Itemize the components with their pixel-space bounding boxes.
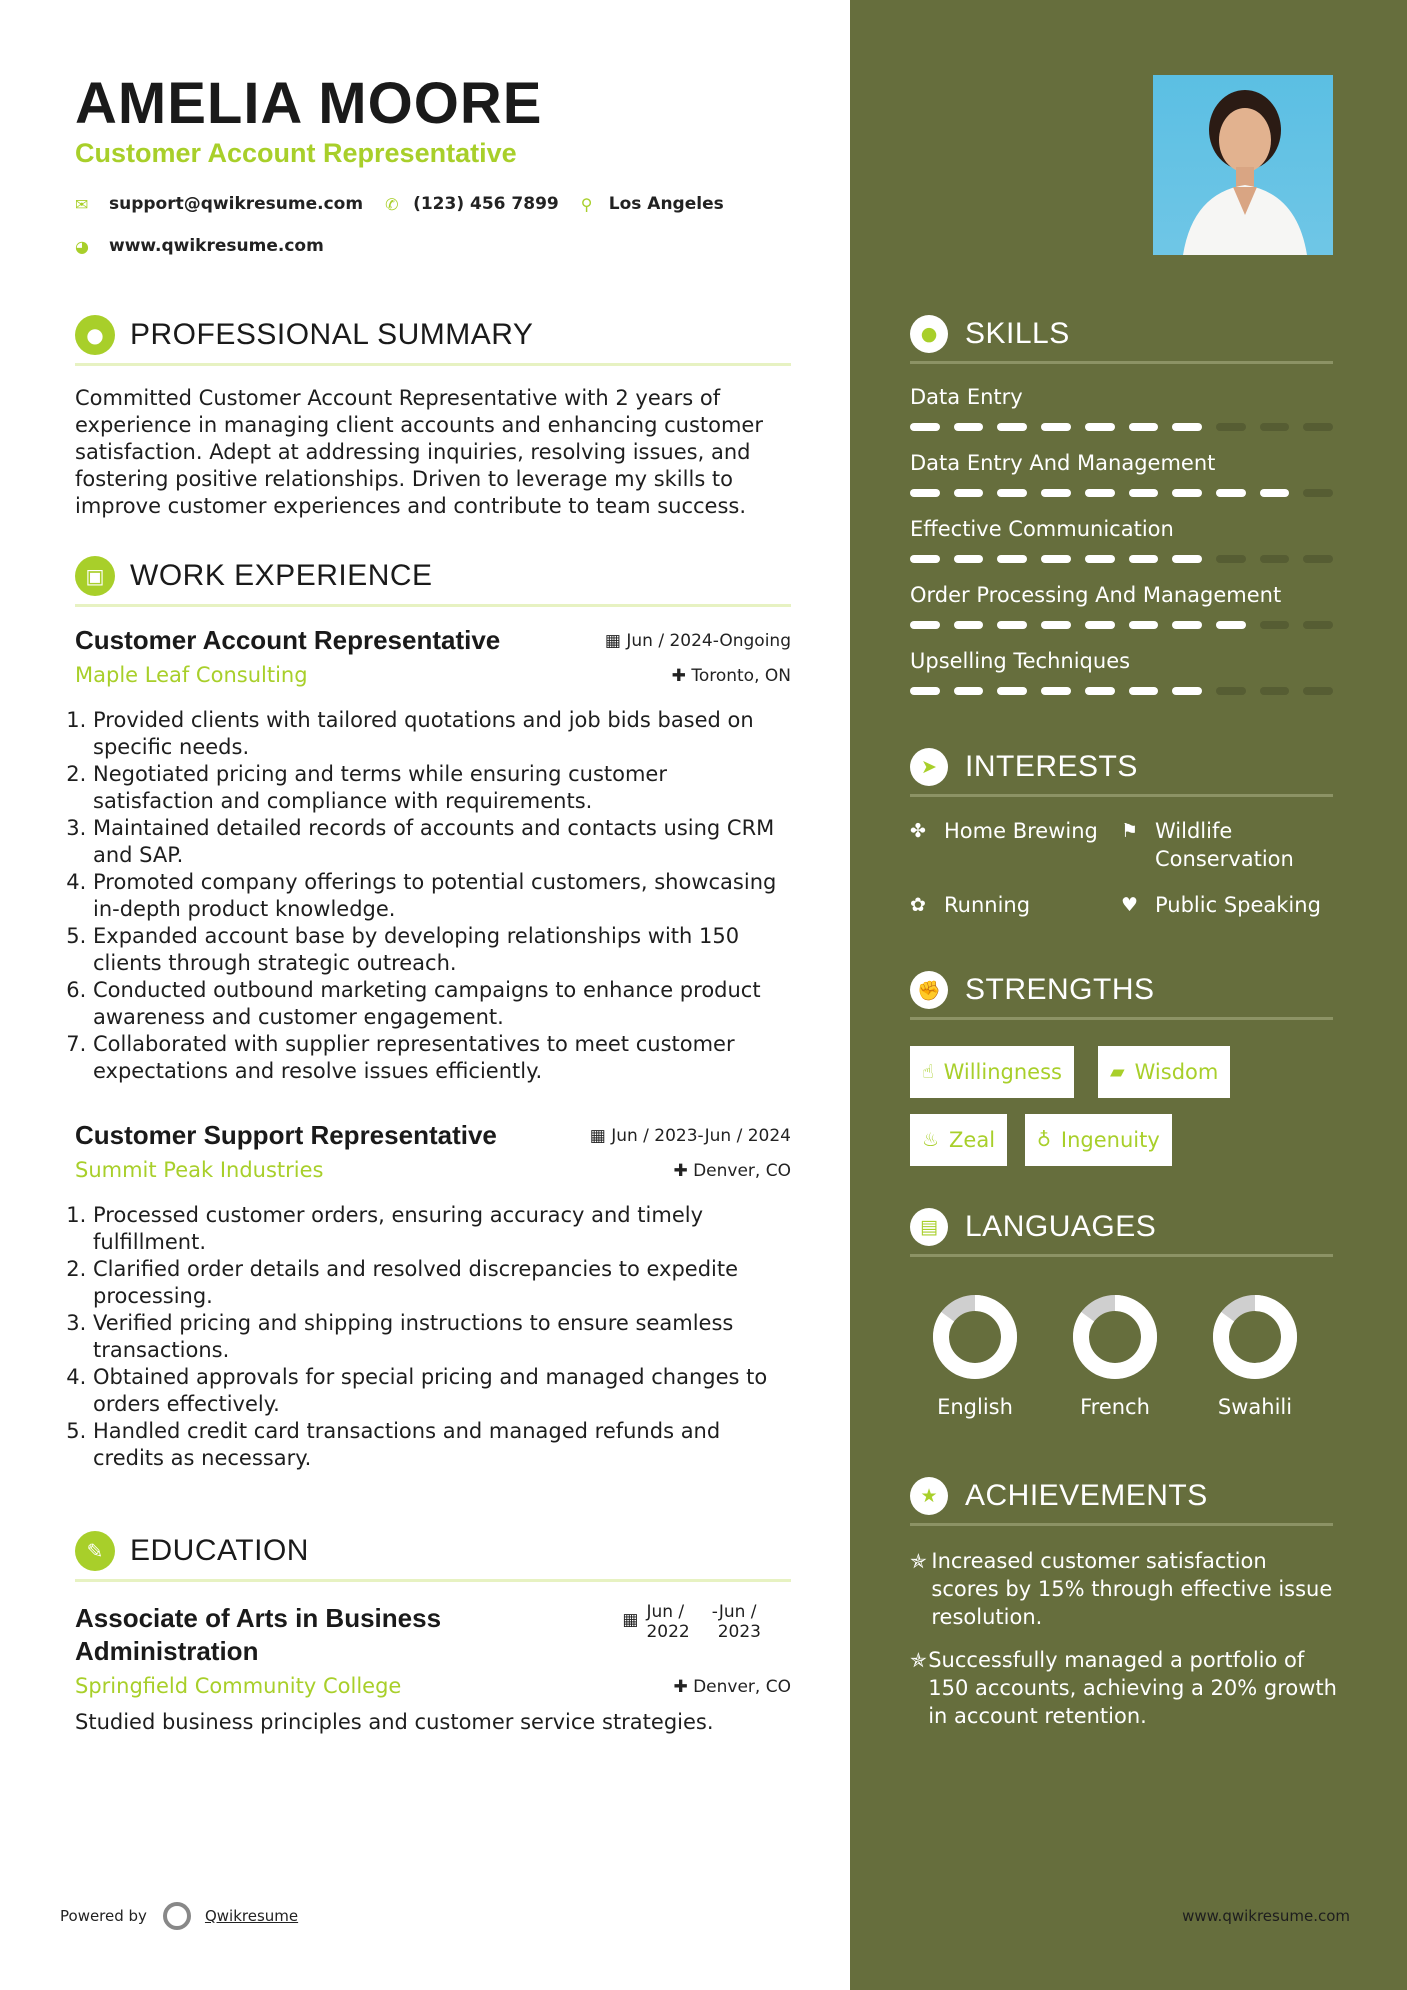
language-name: French [1080,1395,1150,1419]
phone-icon: ✆ [385,194,399,214]
list-item: 5. Expanded account base by developing relationships with 150 clients through strategic outreach. [93,923,791,977]
job-entry [75,1120,791,1472]
interest-item: ✿ Running [910,893,1031,917]
skill-level-dot [1041,555,1071,563]
skill-name: Effective Communication [910,517,1174,541]
sidebar [850,0,1407,1990]
book-icon: ▰ [1110,1061,1125,1083]
email-link[interactable]: support@qwikresume.com [109,194,364,214]
summary-text: Committed Customer Account Representative with 2 years of experience in managing client accounts and enhancing customer satisfaction. Adept at addressing inquiries, resolving issues, and fostering positive relationships. Driven to leverage my skills to improve customer experiences and contribute to team success. [75,386,763,518]
paper-plane-icon: ➤ [910,748,948,786]
language-item [1060,1293,1170,1419]
language-gauge [1071,1293,1159,1381]
job-date: ▦ Jun / 2023-Jun / 2024 [589,1126,791,1146]
paw-icon: ✿ [910,894,926,916]
experience-heading [75,556,791,607]
candidate-name: AMELIA MOORE [75,71,543,136]
star-icon: ✯ [910,1648,927,1672]
skill-level-dot [997,555,1027,563]
lightbulb-icon: ♁ [1037,1129,1051,1151]
skill-level-dot [1129,489,1159,497]
skill-level-bar [910,423,1333,431]
skill-level-dot [1303,555,1333,563]
skill-level-dot [1260,423,1290,431]
skill-level-dot [954,687,984,695]
list-item: 2. Negotiated pricing and terms while ensuring customer satisfaction and compliance with requirements. [93,761,791,815]
calendar-icon: ▦ [604,631,627,651]
star-icon: ★ [910,1477,948,1515]
skill-level-dot [954,621,984,629]
pin-icon: ✚ [673,1161,694,1181]
phone-text: (123) 456 7899 [413,194,559,214]
job-company: Summit Peak Industries [75,1158,324,1182]
skill-level-dot [1216,423,1246,431]
job-date: ▦ Jun / 2024-Ongoing [604,631,791,651]
skill-level-dot [1041,423,1071,431]
skill-level-dot [997,489,1027,497]
star-icon: ✯ [910,1549,927,1573]
education-heading [75,1531,791,1582]
graduation-icon: ✎ [75,1531,115,1571]
language-name: Swahili [1217,1395,1293,1419]
job-bullets [75,707,791,1085]
skill-level-dot [997,621,1027,629]
skill-level-dot [910,687,940,695]
skill-level-dot [1260,621,1290,629]
language-name: English [937,1395,1013,1419]
summary-title: PROFESSIONAL SUMMARY [130,318,534,351]
skill-item [910,385,1333,431]
strength-badge: ☝ Willingness [910,1046,1074,1098]
location-pin-icon: ⚲ [580,194,593,214]
fire-icon: ♨ [922,1129,940,1151]
language-item [920,1293,1030,1419]
thumbs-up-icon: ☝ [922,1061,934,1083]
skill-level-dot [1260,687,1290,695]
skill-level-bar [910,489,1333,497]
calendar-icon: ▦ [589,1126,612,1146]
skill-level-bar [910,555,1333,563]
skill-level-dot [1172,687,1202,695]
skill-name: Order Processing And Management [910,583,1282,607]
education-title: EDUCATION [130,1534,309,1567]
skill-item [910,583,1333,629]
list-item: 4. Obtained approvals for special pricing and managed changes to orders effectively. [93,1364,791,1418]
job-entry [75,625,791,1085]
skill-level-dot [1172,423,1202,431]
experience-title: WORK EXPERIENCE [130,559,433,592]
interest-item: ♥ Public Speaking [1121,893,1321,917]
list-item: 7. Collaborated with supplier representatives to meet customer expectations and resolve issues efficiently. [93,1031,791,1085]
skill-level-dot [910,621,940,629]
education-entry [75,1602,791,1734]
skill-level-dot [910,555,940,563]
user-icon: ● [75,315,115,355]
interest-item: ✤ Home Brewing [910,819,1098,843]
skills-heading: ● SKILLS [910,315,1333,364]
skill-level-dot [1303,621,1333,629]
summary-heading [75,315,791,366]
job-location: ✚ Toronto, ON [671,666,791,686]
language-gauge [1211,1293,1299,1381]
education-dates: ▦ Jun / 2022 -Jun / 2023 [622,1602,761,1642]
skill-level-dot [1085,621,1115,629]
skill-level-dot [1129,621,1159,629]
lightbulb-icon: ● [910,315,948,353]
interest-item: ⚑ Wildlife Conservation [1121,819,1294,871]
skill-level-dot [1172,489,1202,497]
skill-level-dot [1303,489,1333,497]
footer-site: www.qwikresume.com [1182,1907,1350,1925]
list-item: 3. Maintained detailed records of accounts and contacts using CRM and SAP. [93,815,791,869]
skill-level-bar [910,687,1333,695]
list-item: 6. Conducted outbound marketing campaigns to enhance product awareness and customer engagement. [93,977,791,1031]
job-title: Customer Support Representative [75,1120,497,1150]
brand-link[interactable]: Qwikresume [204,1907,299,1925]
list-item: 2. Clarified order details and resolved discrepancies to expedite processing. [93,1256,791,1310]
school-name: Springfield Community College [75,1674,402,1698]
school-location: ✚ Denver, CO [673,1677,791,1697]
job-location: ✚ Denver, CO [673,1161,791,1181]
strength-badge: ▰ Wisdom [1098,1046,1230,1098]
list-item: 3. Verified pricing and shipping instructions to ensure seamless transactions. [93,1310,791,1364]
candidate-title: Customer Account Representative [75,138,517,168]
website-row [75,236,346,256]
skill-level-dot [1172,621,1202,629]
heart-pulse-icon: ♥ [1121,894,1139,916]
skill-level-dot [1216,489,1246,497]
skill-level-dot [997,423,1027,431]
skill-level-dot [954,555,984,563]
skill-name: Upselling Techniques [910,649,1131,673]
skill-level-dot [1129,423,1159,431]
list-item: 4. Promoted company offerings to potential customers, showcasing in-depth product knowledge. [93,869,791,923]
website-link[interactable]: www.qwikresume.com [109,236,324,256]
strength-badge: ♁ Ingenuity [1025,1114,1172,1166]
globe-icon: ◕ [75,236,89,256]
skill-level-dot [1260,555,1290,563]
skill-level-dot [1303,423,1333,431]
skill-level-dot [1085,423,1115,431]
achievement-item: ✯ Increased customer satisfaction scores by 15% through effective issue resolution. [910,1549,1333,1629]
strengths-heading: ✊ STRENGTHS [910,971,1333,1020]
envelope-icon: ✉ [75,194,89,214]
job-bullets [75,1202,791,1472]
qwikresume-logo-icon [163,1902,191,1930]
skill-level-dot [1216,621,1246,629]
languages-heading: ▤ LANGUAGES [910,1208,1333,1257]
list-item: 1. Provided clients with tailored quotations and job bids based on specific needs. [93,707,791,761]
pin-icon: ✚ [671,666,692,686]
skill-level-bar [910,621,1333,629]
skill-level-dot [1260,489,1290,497]
list-item: 1. Processed customer orders, ensuring accuracy and timely fulfillment. [93,1202,791,1256]
job-title: Customer Account Representative [75,625,501,655]
flag-icon: ⚑ [1121,820,1139,842]
language-item [1200,1293,1310,1419]
skill-level-dot [1085,555,1115,563]
skill-name: Data Entry [910,385,1023,409]
skill-level-dot [1216,687,1246,695]
skill-level-dot [1085,687,1115,695]
pin-icon: ✚ [673,1677,694,1697]
skill-level-dot [910,423,940,431]
language-gauge [931,1293,1019,1381]
achievements-heading: ★ ACHIEVEMENTS [910,1477,1333,1526]
skill-level-dot [1303,687,1333,695]
degree-title: Associate of Arts in Business Administration [75,1603,442,1666]
skill-level-dot [1041,489,1071,497]
skill-level-dot [1041,687,1071,695]
skill-level-dot [954,423,984,431]
calendar-icon: ▦ [622,1610,639,1630]
skill-item [910,649,1333,695]
skill-level-dot [1129,687,1159,695]
skill-name: Data Entry And Management [910,451,1216,475]
skill-level-dot [910,489,940,497]
skill-level-dot [1172,555,1202,563]
list-item: 5. Handled credit card transactions and managed refunds and credits as necessary. [93,1418,791,1472]
skill-level-dot [954,489,984,497]
puzzle-icon: ✤ [910,820,926,842]
briefcase-icon: ▣ [75,556,115,596]
achievement-item: ✯ Successfully managed a portfolio of 150 accounts, achieving a 20% growth in account retention. [910,1648,1337,1728]
skill-level-dot [1216,555,1246,563]
skill-item [910,451,1333,497]
profile-photo [1153,75,1333,255]
skill-level-dot [1041,621,1071,629]
skill-level-dot [997,687,1027,695]
skill-level-dot [1129,555,1159,563]
skill-item [910,517,1333,563]
fist-icon: ✊ [910,971,948,1009]
education-description: Studied business principles and customer service strategies. [75,1710,714,1734]
skill-level-dot [1085,489,1115,497]
strength-badge: ♨ Zeal [910,1114,1007,1166]
location-text: Los Angeles [608,194,724,214]
job-company: Maple Leaf Consulting [75,663,308,687]
contact-row [75,194,746,214]
interests-heading: ➤ INTERESTS [910,748,1333,797]
footer-powered: Powered by Qwikresume [60,1902,298,1930]
language-card-icon: ▤ [910,1208,948,1246]
